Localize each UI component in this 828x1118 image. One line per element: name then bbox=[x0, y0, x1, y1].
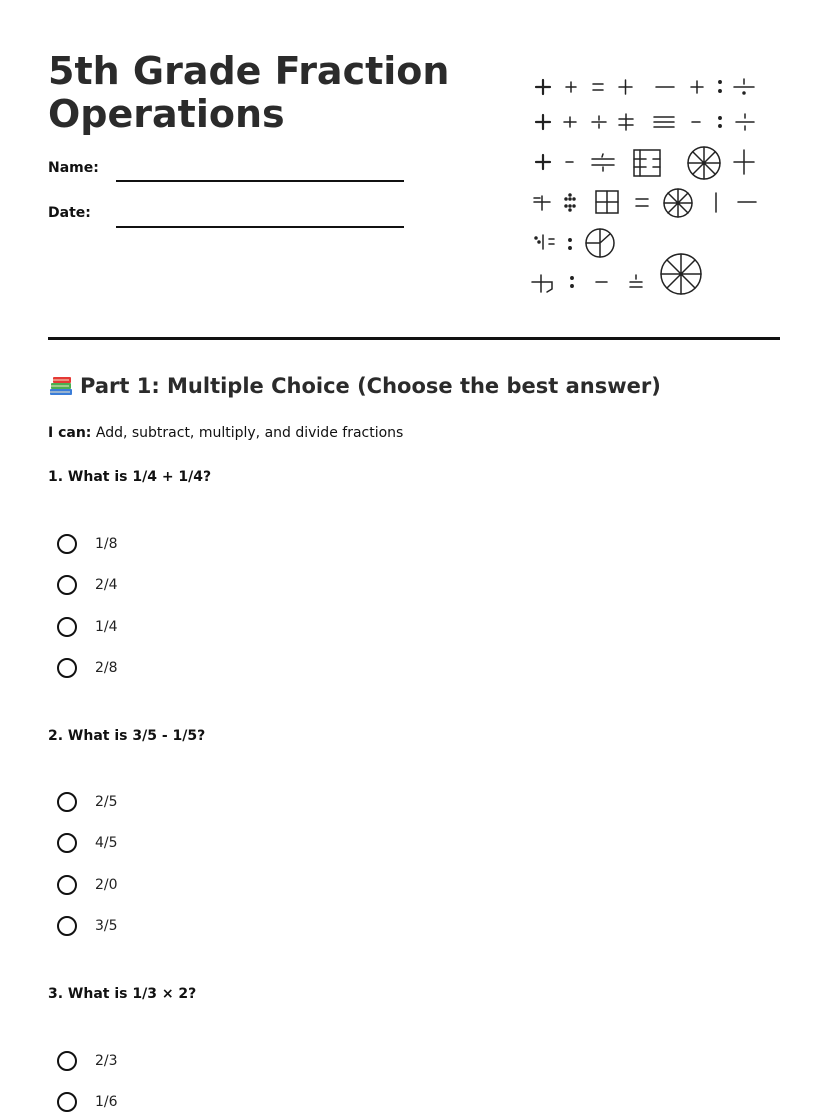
option-label: 1/8 bbox=[95, 536, 118, 552]
question-2-prompt: 2. What is 3/5 - 1/5? bbox=[48, 728, 206, 744]
question-2-option-a[interactable] bbox=[57, 790, 118, 814]
question-2-option-c[interactable] bbox=[57, 873, 118, 897]
question-1-option-b[interactable] bbox=[57, 573, 118, 597]
part-1-heading bbox=[48, 374, 661, 398]
option-label: 4/5 bbox=[95, 835, 118, 851]
name-label: Name: bbox=[48, 160, 99, 176]
radio-button[interactable] bbox=[57, 534, 77, 554]
question-1-option-d[interactable] bbox=[57, 656, 118, 680]
books-icon bbox=[48, 374, 74, 396]
radio-button[interactable] bbox=[57, 833, 77, 853]
section-divider bbox=[48, 337, 780, 340]
learning-target bbox=[48, 425, 403, 441]
symbol-row-5 bbox=[535, 229, 614, 257]
option-label: 3/5 bbox=[95, 918, 118, 934]
question-2-option-b[interactable] bbox=[57, 831, 118, 855]
symbol-row-6 bbox=[532, 254, 701, 294]
radio-button[interactable] bbox=[57, 617, 77, 637]
radio-button[interactable] bbox=[57, 916, 77, 936]
symbol-row-4 bbox=[534, 189, 756, 217]
question-3-option-a[interactable] bbox=[57, 1049, 118, 1073]
question-2-option-d[interactable] bbox=[57, 914, 118, 938]
learning-target-text: Add, subtract, multiply, and divide fractions bbox=[95, 425, 404, 441]
option-label: 2/8 bbox=[95, 660, 118, 676]
name-field[interactable] bbox=[116, 180, 404, 182]
radio-button[interactable] bbox=[57, 875, 77, 895]
question-1-prompt: 1. What is 1/4 + 1/4? bbox=[48, 469, 212, 485]
part-1-heading-text: Part 1: Multiple Choice (Choose the best answer) bbox=[80, 374, 661, 398]
option-label: 1/4 bbox=[95, 619, 118, 635]
math-symbols-decoration bbox=[526, 70, 786, 302]
symbol-row-2 bbox=[536, 114, 754, 130]
question-1-option-c[interactable] bbox=[57, 615, 118, 639]
option-label: 2/5 bbox=[95, 794, 118, 810]
symbol-row-1 bbox=[536, 79, 754, 94]
radio-button[interactable] bbox=[57, 575, 77, 595]
option-label: 2/3 bbox=[95, 1053, 118, 1069]
option-label: 1/6 bbox=[95, 1094, 118, 1110]
option-label: 2/4 bbox=[95, 577, 118, 593]
radio-button[interactable] bbox=[57, 1092, 77, 1112]
date-field[interactable] bbox=[116, 226, 404, 228]
option-label: 2/0 bbox=[95, 877, 118, 893]
radio-button[interactable] bbox=[57, 1051, 77, 1071]
symbol-row-3 bbox=[536, 147, 754, 179]
radio-button[interactable] bbox=[57, 658, 77, 678]
question-3-prompt: 3. What is 1/3 × 2? bbox=[48, 986, 197, 1002]
learning-target-label: I can: bbox=[48, 425, 92, 441]
date-label: Date: bbox=[48, 205, 91, 221]
page-title: 5th Grade Fraction Operations bbox=[48, 49, 450, 136]
question-1-option-a[interactable] bbox=[57, 532, 118, 556]
question-3-option-b[interactable] bbox=[57, 1090, 118, 1114]
radio-button[interactable] bbox=[57, 792, 77, 812]
